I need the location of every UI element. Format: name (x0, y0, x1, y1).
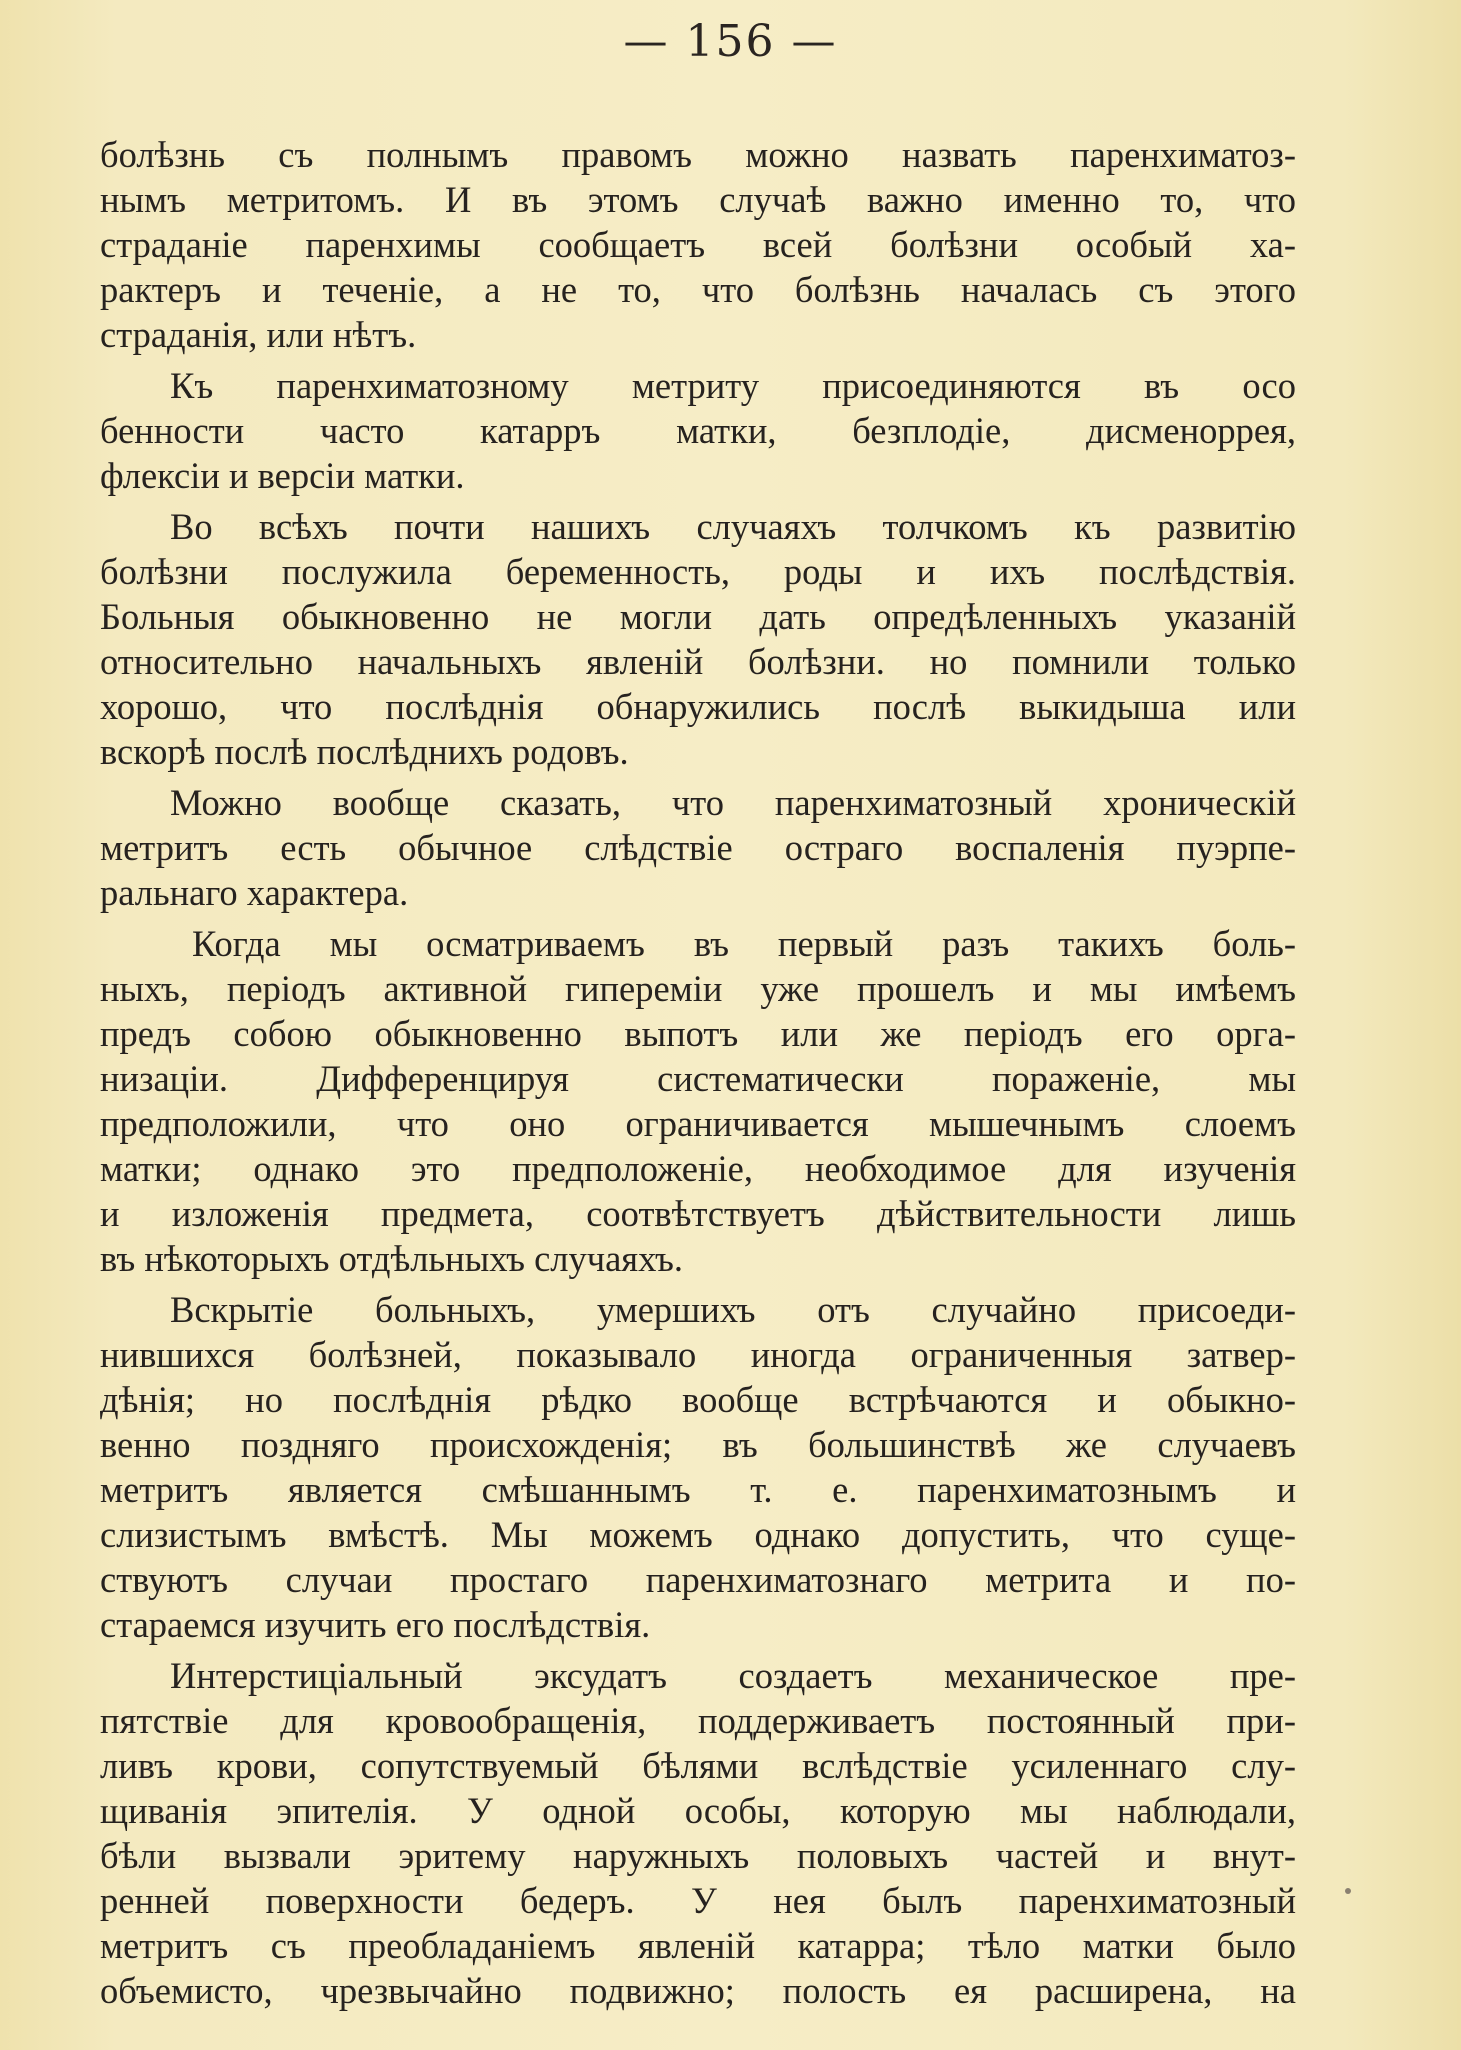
text-line: метритъ есть обычное слѣдствіе остраго воспаленія пуэрпе- (100, 827, 1296, 868)
text-line: страданіе паренхимы сообщаетъ всей болѣзни особый ха- (100, 224, 1296, 265)
text-line: болѣзни послужила беременность, роды и ихъ послѣдствія. (100, 551, 1296, 592)
text-body (100, 132, 1296, 2013)
paragraph-7 (100, 1653, 1296, 2013)
text-line: нившихся болѣзней, показывало иногда ограниченныя затвер- (100, 1334, 1296, 1375)
text-line: страданія, или нѣтъ. (100, 314, 417, 355)
text-line: относительно начальныхъ явленій болѣзни. но помнили только (100, 641, 1296, 682)
text-line: нымъ метритомъ. И въ этомъ случаѣ важно именно то, что (100, 179, 1296, 220)
text-line: слизистымъ вмѣстѣ. Мы можемъ однако допустить, что суще- (100, 1514, 1296, 1555)
text-line: и изложенія предмета, соотвѣтствуетъ дѣйствительности лишь (100, 1193, 1296, 1234)
text-line: Интерстиціальный эксудатъ создаетъ механическое пре- (170, 1655, 1296, 1696)
paragraph-4 (100, 780, 1296, 915)
text-line: метритъ является смѣшаннымъ т. е. паренхиматознымъ и (100, 1469, 1296, 1510)
text-line: Къ паренхиматозному метриту присоединяются въ осо (170, 365, 1296, 406)
text-line: флексіи и версіи матки. (100, 455, 465, 496)
text-line: хорошо, что послѣднія обнаружились послѣ выкидыша или (100, 686, 1296, 727)
text-line: пятствіе для кровообращенія, поддерживаетъ постоянный при- (100, 1700, 1296, 1741)
paragraph-3 (100, 504, 1296, 774)
page-number: — 156 — (623, 16, 838, 67)
text-line: ренней поверхности бедеръ. У нея былъ паренхиматозный (100, 1880, 1296, 1921)
text-line: дѣнія; но послѣднія рѣдко вообще встрѣчаются и обыкно- (100, 1379, 1296, 1420)
print-speck (1345, 1888, 1351, 1894)
text-line: Когда мы осматриваемъ въ первый разъ такихъ боль- (192, 923, 1296, 964)
text-line: рактеръ и теченіе, а не то, что болѣзнь началась съ этого (100, 269, 1296, 310)
text-line: предъ собою обыкновенно выпотъ или же періодъ его орга- (100, 1013, 1296, 1054)
text-line: вскорѣ послѣ послѣднихъ родовъ. (100, 731, 629, 772)
text-line: Вскрытіе больныхъ, умершихъ отъ случайно присоеди- (170, 1289, 1296, 1330)
paragraph-5 (100, 921, 1296, 1281)
paragraph-1 (100, 132, 1296, 357)
text-line: стараемся изучить его послѣдствія. (100, 1604, 651, 1645)
text-line: въ нѣкоторыхъ отдѣльныхъ случаяхъ. (100, 1238, 683, 1279)
text-line: ствуютъ случаи простаго паренхиматознаго метрита и по- (100, 1559, 1296, 1600)
text-line: Во всѣхъ почти нашихъ случаяхъ толчкомъ къ развитію (170, 506, 1296, 547)
text-line: Больныя обыкновенно не могли дать опредѣленныхъ указаній (100, 596, 1296, 637)
text-line: объемисто, чрезвычайно подвижно; полость ея расширена, на (100, 1970, 1296, 2011)
text-line: болѣзнь съ полнымъ правомъ можно назвать паренхиматоз- (100, 134, 1296, 175)
text-line: венно поздняго происхожденія; въ большинствѣ же случаевъ (100, 1424, 1296, 1465)
text-line: низаціи. Дифференцируя систематически пораженіе, мы (100, 1058, 1296, 1099)
paragraph-6 (100, 1287, 1296, 1647)
paragraph-2 (100, 363, 1296, 498)
text-line: ныхъ, періодъ активной гипереміи уже прошелъ и мы имѣемъ (100, 968, 1296, 1009)
text-line: ральнаго характера. (100, 872, 409, 913)
text-line: щиванія эпителія. У одной особы, которую мы наблюдали, (100, 1790, 1296, 1831)
text-line: метритъ съ преобладаніемъ явленій катарра; тѣло матки было (100, 1925, 1296, 1966)
text-line: предположили, что оно ограничивается мышечнымъ слоемъ (100, 1103, 1296, 1144)
text-line: Можно вообще сказать, что паренхиматозный хроническій (170, 782, 1296, 823)
text-line: бѣли вызвали эритему наружныхъ половыхъ частей и внут- (100, 1835, 1296, 1876)
text-line: ливъ крови, сопутствуемый бѣлями вслѣдствіе усиленнаго слу- (100, 1745, 1296, 1786)
text-line: матки; однако это предположеніе, необходимое для изученія (100, 1148, 1296, 1189)
text-line: бенности часто катарръ матки, безплодіе, дисменоррея, (100, 410, 1296, 451)
